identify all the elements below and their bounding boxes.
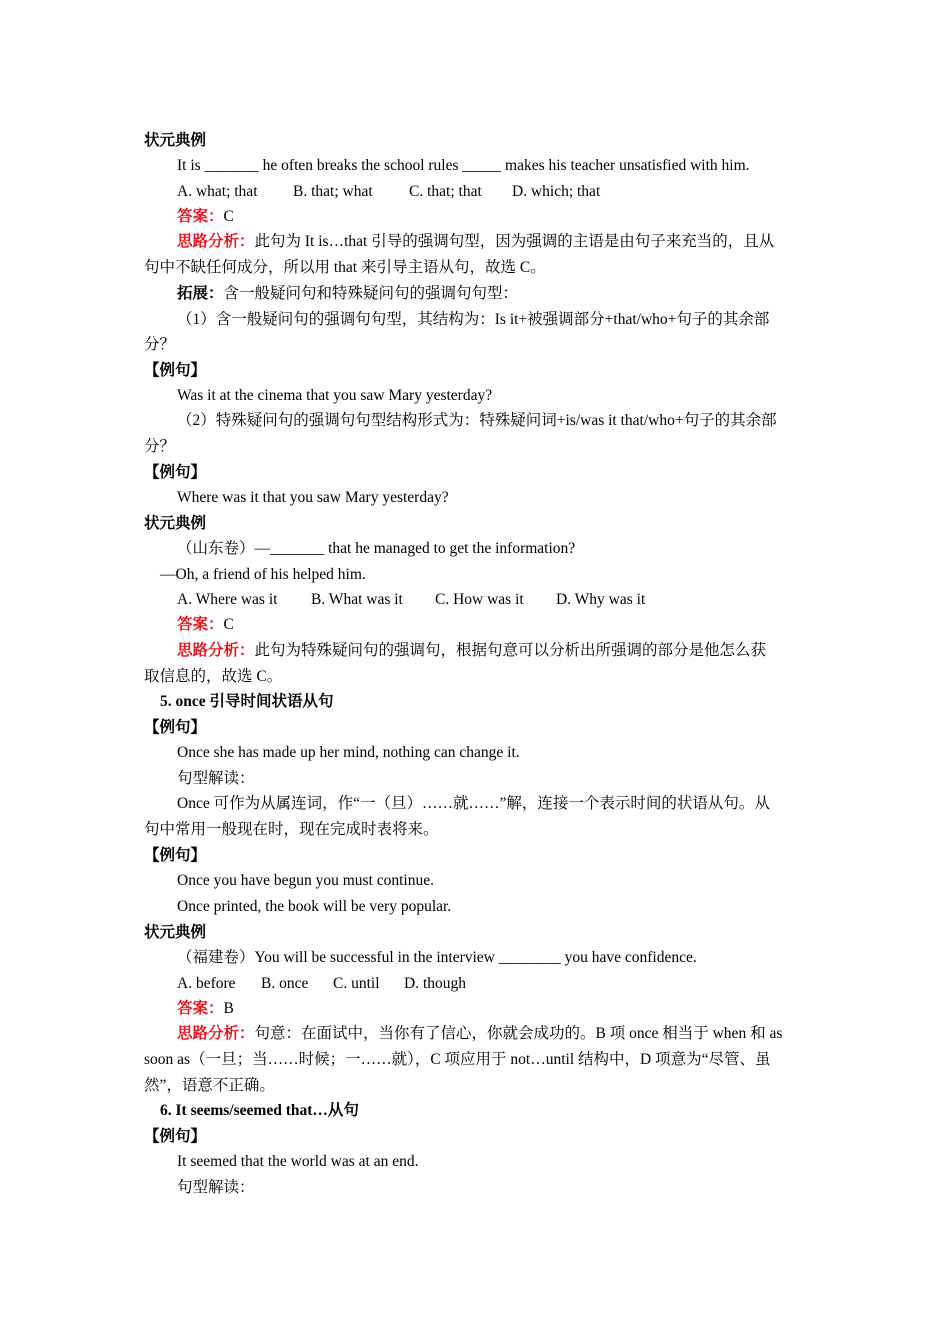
answer-line bbox=[177, 615, 234, 635]
option-a: A. Where was it bbox=[177, 591, 278, 608]
example-label: 【例句】 bbox=[144, 719, 207, 736]
example-sentence: Once printed, the book will be very popular. bbox=[177, 898, 452, 915]
answer-label: 答案： bbox=[177, 1000, 224, 1017]
analysis-text: 此句为特殊疑问句的强调句，根据句意可以分析出所强调的部分是他怎么获 bbox=[254, 642, 767, 659]
section-heading: 状元典例 bbox=[144, 515, 207, 532]
example-label: 【例句】 bbox=[144, 847, 207, 864]
interpretation-label: 句型解读： bbox=[177, 1179, 255, 1196]
analysis-label: 思路分析： bbox=[177, 1025, 255, 1042]
analysis-line bbox=[177, 641, 766, 661]
option-c: C. until bbox=[333, 975, 380, 992]
option-b: B. once bbox=[261, 975, 309, 992]
analysis-text: 然”，语意不正确。 bbox=[144, 1077, 275, 1094]
paragraph-text: 句中常用一般现在时，现在完成时表将来。 bbox=[144, 821, 439, 838]
section-title: 6. It seems/seemed that…从句 bbox=[160, 1102, 359, 1119]
analysis-line bbox=[177, 232, 774, 252]
analysis-text: 句意：在面试中，当你有了信心，你就会成功的。B 项 once 相当于 when 和 as bbox=[254, 1025, 783, 1042]
answer-value: C bbox=[223, 616, 234, 633]
example-sentence: Once you have begun you must continue. bbox=[177, 872, 434, 889]
example-sentence: Was it at the cinema that you saw Mary yesterday? bbox=[177, 387, 493, 404]
interpretation-label: 句型解读： bbox=[177, 770, 255, 787]
paragraph-text: 分？ bbox=[144, 438, 176, 455]
option-b: B. that; what bbox=[293, 183, 373, 200]
analysis-label: 思路分析： bbox=[177, 642, 255, 659]
answer-value: C bbox=[223, 208, 234, 225]
analysis-text: 取信息的，故选 C。 bbox=[144, 668, 283, 685]
example-sentence: Where was it that you saw Mary yesterday? bbox=[177, 489, 449, 506]
answer-label: 答案： bbox=[177, 208, 224, 225]
analysis-line bbox=[177, 1024, 782, 1044]
example-sentence: It seemed that the world was at an end. bbox=[177, 1153, 419, 1170]
option-a: A. what; that bbox=[177, 183, 258, 200]
example-label: 【例句】 bbox=[144, 464, 207, 481]
answer-label: 答案： bbox=[177, 616, 224, 633]
analysis-label: 思路分析： bbox=[177, 233, 255, 250]
option-d: D. though bbox=[404, 975, 466, 992]
option-b: B. What was it bbox=[311, 591, 403, 608]
answer-value: B bbox=[223, 1000, 234, 1017]
section-heading: 状元典例 bbox=[144, 132, 207, 149]
section-title: 5. once 引导时间状语从句 bbox=[160, 693, 334, 710]
option-d: D. Why was it bbox=[556, 591, 646, 608]
option-a: A. before bbox=[177, 975, 236, 992]
analysis-text: 句中不缺任何成分，所以用 that 来引导主语从句，故选 C。 bbox=[144, 259, 546, 276]
extension-line bbox=[177, 284, 518, 304]
answer-line bbox=[177, 207, 234, 227]
paragraph-text: （2）特殊疑问句的强调句句型结构形式为：特殊疑问词+is/was it that/who+句子的其余部 bbox=[177, 412, 777, 429]
answer-line bbox=[177, 999, 234, 1019]
paragraph-text: 分？ bbox=[144, 336, 176, 353]
option-d: D. which; that bbox=[512, 183, 601, 200]
paragraph-text: （1）含一般疑问句的强调句句型，其结构为：Is it+被强调部分+that/who+句子的其余部 bbox=[177, 311, 770, 328]
example-label: 【例句】 bbox=[144, 1128, 207, 1145]
question-text: It is _______ he often breaks the school rules _____ makes his teacher unsatisfied with him. bbox=[177, 157, 750, 174]
question-reply: —Oh, a friend of his helped him. bbox=[160, 566, 366, 583]
options-row bbox=[177, 590, 645, 610]
extension-text: 含一般疑问句和特殊疑问句的强调句句型： bbox=[223, 285, 519, 302]
question-text: （福建卷）You will be successful in the interview ________ you have confidence. bbox=[177, 949, 697, 966]
paragraph-text: Once 可作为从属连词，作“一（旦）……就……”解，连接一个表示时间的状语从句。从 bbox=[177, 795, 770, 812]
example-sentence: Once she has made up her mind, nothing can change it. bbox=[177, 744, 520, 761]
section-heading: 状元典例 bbox=[144, 924, 207, 941]
option-c: C. that; that bbox=[409, 183, 482, 200]
question-text: （山东卷）—_______ that he managed to get the information? bbox=[177, 540, 576, 557]
example-label: 【例句】 bbox=[144, 362, 207, 379]
analysis-text: 此句为 It is…that 引导的强调句型，因为强调的主语是由句子来充当的，且从 bbox=[254, 233, 775, 250]
options-row bbox=[177, 182, 600, 202]
option-c: C. How was it bbox=[435, 591, 524, 608]
analysis-text: soon as（一旦；当……时候；一……就），C 项应用于 not…until 结构中，D 项意为“尽管、虽 bbox=[144, 1051, 771, 1068]
options-row bbox=[177, 974, 466, 994]
extension-label: 拓展： bbox=[177, 285, 224, 302]
